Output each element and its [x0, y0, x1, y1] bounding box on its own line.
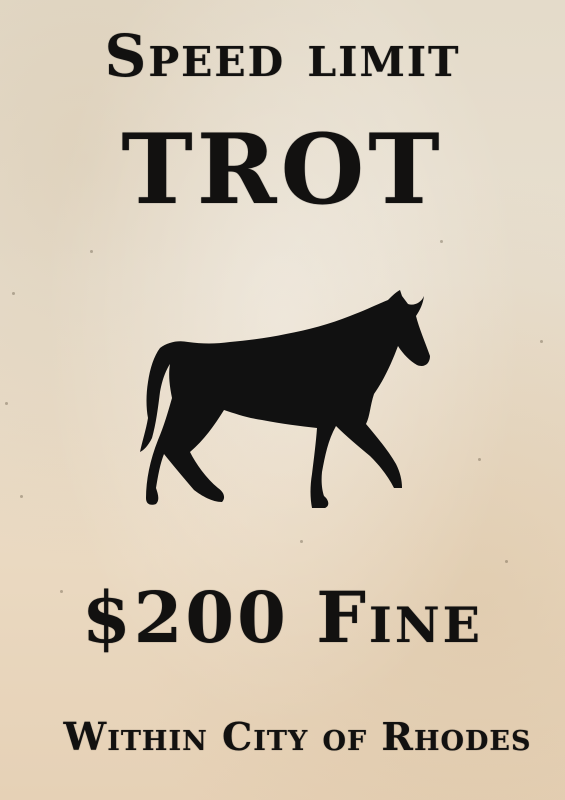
paper-speck: [440, 240, 443, 243]
horse-silhouette-icon: [140, 290, 430, 510]
paper-speck: [12, 292, 15, 295]
paper-speck: [540, 340, 543, 343]
location-text: Within City of Rhodes: [63, 714, 532, 759]
fine-amount: $200 Fine: [82, 576, 483, 659]
paper-speck: [300, 540, 303, 543]
paper-speck: [5, 402, 8, 405]
paper-speck: [505, 560, 508, 563]
paper-speck: [478, 458, 481, 461]
title-trot: TROT: [121, 113, 444, 226]
paper-speck: [20, 495, 23, 498]
paper-speck: [90, 250, 93, 253]
title-speed-limit: Speed limit: [104, 22, 461, 90]
